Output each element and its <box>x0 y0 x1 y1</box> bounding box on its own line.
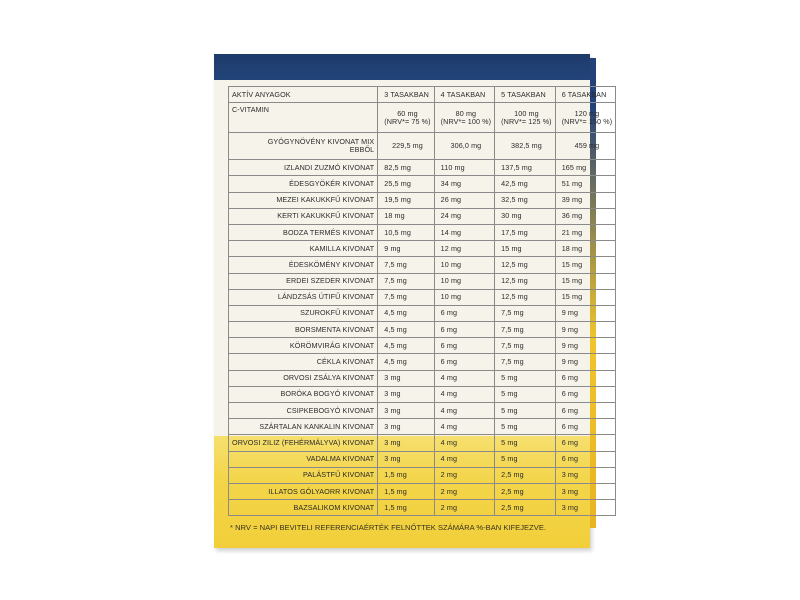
ingredient-amount: 5 mg <box>495 451 556 467</box>
ingredient-amount: 7,5 mg <box>378 273 434 289</box>
ingredient-amount: 25,5 mg <box>378 176 434 192</box>
ingredient-amount: 4,5 mg <box>378 322 434 338</box>
ingredient-amount: 2,5 mg <box>495 500 556 516</box>
ingredient-amount: 2 mg <box>434 500 495 516</box>
ingredient-amount: 26 mg <box>434 192 495 208</box>
table-row <box>229 435 616 451</box>
ingredient-name: KAMILLA KIVONAT <box>229 241 378 257</box>
ingredient-name: KERTI KAKUKKFŰ KIVONAT <box>229 208 378 224</box>
ingredient-amount: 17,5 mg <box>495 224 556 240</box>
ingredient-amount: 24 mg <box>434 208 495 224</box>
vitamin-c-value: 80 mg (NRV*= 100 %) <box>434 103 495 133</box>
vitamin-c-row <box>229 103 616 133</box>
herb-mix-row <box>229 133 616 160</box>
ingredient-amount: 15 mg <box>555 257 616 273</box>
ingredient-amount: 10 mg <box>434 257 495 273</box>
ingredient-amount: 1,5 mg <box>378 467 434 483</box>
vitamin-c-value: 60 mg (NRV*= 75 %) <box>378 103 434 133</box>
ingredient-amount: 4 mg <box>434 403 495 419</box>
herb-mix-name: GYÓGYNÖVÉNY KIVONAT MIX EBBŐL <box>229 133 378 160</box>
ingredient-amount: 5 mg <box>495 403 556 419</box>
ingredient-name: VADALMA KIVONAT <box>229 451 378 467</box>
ingredient-amount: 5 mg <box>495 370 556 386</box>
ingredient-name: ERDEI SZEDER KIVONAT <box>229 273 378 289</box>
ingredient-amount: 12 mg <box>434 241 495 257</box>
ingredient-amount: 14 mg <box>434 224 495 240</box>
ingredient-amount: 5 mg <box>495 435 556 451</box>
ingredient-amount: 30 mg <box>495 208 556 224</box>
ingredient-amount: 19,5 mg <box>378 192 434 208</box>
table-row <box>229 483 616 499</box>
ingredient-name: CSIPKEBOGYÓ KIVONAT <box>229 403 378 419</box>
ingredient-amount: 42,5 mg <box>495 176 556 192</box>
ingredient-amount: 7,5 mg <box>378 289 434 305</box>
header-col-3: 3 TASAKBAN <box>378 87 434 103</box>
table-row <box>229 354 616 370</box>
table-row <box>229 208 616 224</box>
ingredient-amount: 1,5 mg <box>378 483 434 499</box>
table-row <box>229 419 616 435</box>
ingredient-amount: 4,5 mg <box>378 305 434 321</box>
ingredient-amount: 1,5 mg <box>378 500 434 516</box>
ingredient-amount: 6 mg <box>555 386 616 402</box>
table-row <box>229 224 616 240</box>
ingredient-amount: 10,5 mg <box>378 224 434 240</box>
ingredient-amount: 6 mg <box>434 305 495 321</box>
ingredient-amount: 15 mg <box>495 241 556 257</box>
ingredient-name: ORVOSI ZSÁLYA KIVONAT <box>229 370 378 386</box>
ingredient-amount: 3 mg <box>378 435 434 451</box>
ingredient-amount: 32,5 mg <box>495 192 556 208</box>
ingredient-amount: 3 mg <box>555 467 616 483</box>
ingredient-name: IZLANDI ZUZMÓ KIVONAT <box>229 160 378 176</box>
ingredient-name: SZÁRTALAN KANKALIN KIVONAT <box>229 419 378 435</box>
herb-mix-value: 382,5 mg <box>495 133 556 160</box>
ingredient-amount: 36 mg <box>555 208 616 224</box>
header-col-5: 5 TASAKBAN <box>495 87 556 103</box>
ingredient-name: BORÓKA BOGYÓ KIVONAT <box>229 386 378 402</box>
ingredient-amount: 12,5 mg <box>495 257 556 273</box>
ingredient-amount: 3 mg <box>555 483 616 499</box>
ingredient-amount: 7,5 mg <box>495 354 556 370</box>
ingredient-amount: 7,5 mg <box>378 257 434 273</box>
ingredient-amount: 2 mg <box>434 467 495 483</box>
ingredient-amount: 4,5 mg <box>378 354 434 370</box>
ingredient-amount: 15 mg <box>555 273 616 289</box>
header-col-6: 6 TASAKBAN <box>555 87 616 103</box>
ingredient-name: BODZA TERMÉS KIVONAT <box>229 224 378 240</box>
table-row <box>229 273 616 289</box>
ingredient-amount: 15 mg <box>555 289 616 305</box>
ingredient-amount: 4 mg <box>434 451 495 467</box>
ingredient-amount: 82,5 mg <box>378 160 434 176</box>
table-row <box>229 451 616 467</box>
ingredient-name: LÁNDZSÁS ÚTIFŰ KIVONAT <box>229 289 378 305</box>
ingredient-amount: 7,5 mg <box>495 322 556 338</box>
ingredient-amount: 18 mg <box>378 208 434 224</box>
ingredient-amount: 9 mg <box>555 338 616 354</box>
ingredient-amount: 137,5 mg <box>495 160 556 176</box>
ingredient-amount: 5 mg <box>495 386 556 402</box>
ingredient-name: KÖRÖMVIRÁG KIVONAT <box>229 338 378 354</box>
ingredient-amount: 6 mg <box>555 370 616 386</box>
ingredient-amount: 7,5 mg <box>495 338 556 354</box>
table-row <box>229 500 616 516</box>
header-col-4: 4 TASAKBAN <box>434 87 495 103</box>
herb-mix-value: 459 mg <box>555 133 616 160</box>
table-row <box>229 305 616 321</box>
ingredient-amount: 3 mg <box>378 451 434 467</box>
ingredient-amount: 6 mg <box>555 403 616 419</box>
ingredient-amount: 2,5 mg <box>495 467 556 483</box>
ingredient-amount: 6 mg <box>555 435 616 451</box>
ingredient-name: ÉDESKÖMÉNY KIVONAT <box>229 257 378 273</box>
ingredient-amount: 3 mg <box>378 419 434 435</box>
ingredient-amount: 4 mg <box>434 370 495 386</box>
vitamin-c-value: 120 mg (NRV*= 150 %) <box>555 103 616 133</box>
ingredient-amount: 7,5 mg <box>495 305 556 321</box>
ingredient-name: CÉKLA KIVONAT <box>229 354 378 370</box>
ingredient-amount: 9 mg <box>555 305 616 321</box>
ingredient-amount: 165 mg <box>555 160 616 176</box>
table-row <box>229 338 616 354</box>
ingredient-amount: 12,5 mg <box>495 289 556 305</box>
ingredient-amount: 4 mg <box>434 419 495 435</box>
ingredient-amount: 6 mg <box>434 354 495 370</box>
ingredient-name: ILLATOS GÓLYAORR KIVONAT <box>229 483 378 499</box>
table-row <box>229 403 616 419</box>
ingredient-amount: 5 mg <box>495 419 556 435</box>
ingredient-name: PALÁSTFŰ KIVONAT <box>229 467 378 483</box>
table-row <box>229 386 616 402</box>
vitamin-c-value: 100 mg (NRV*= 125 %) <box>495 103 556 133</box>
ingredient-amount: 6 mg <box>434 338 495 354</box>
ingredient-amount: 6 mg <box>555 419 616 435</box>
ingredient-name: ORVOSI ZILIZ (FEHÉRMÁLYVA) KIVONAT <box>229 435 378 451</box>
table-row <box>229 160 616 176</box>
ingredient-amount: 12,5 mg <box>495 273 556 289</box>
ingredient-name: SZUROKFŰ KIVONAT <box>229 305 378 321</box>
ingredient-name: ÉDESGYÖKÉR KIVONAT <box>229 176 378 192</box>
herb-mix-value: 229,5 mg <box>378 133 434 160</box>
ingredient-amount: 9 mg <box>555 354 616 370</box>
table-row <box>229 192 616 208</box>
ingredient-amount: 3 mg <box>378 370 434 386</box>
ingredient-amount: 9 mg <box>378 241 434 257</box>
table-row <box>229 370 616 386</box>
ingredient-amount: 4,5 mg <box>378 338 434 354</box>
table-row <box>229 257 616 273</box>
herb-mix-value: 306,0 mg <box>434 133 495 160</box>
extract-rows <box>229 160 616 516</box>
table-row <box>229 176 616 192</box>
ingredient-amount: 6 mg <box>434 322 495 338</box>
ingredient-amount: 4 mg <box>434 386 495 402</box>
table-row <box>229 322 616 338</box>
ingredient-amount: 34 mg <box>434 176 495 192</box>
table-row <box>229 467 616 483</box>
ingredient-amount: 39 mg <box>555 192 616 208</box>
ingredients-table <box>228 86 616 516</box>
ingredient-name: BAZSALIKOM KIVONAT <box>229 500 378 516</box>
ingredient-amount: 18 mg <box>555 241 616 257</box>
nrv-footnote: * NRV = NAPI BEVITELI REFERENCIAÉRTÉK FELNŐTTEK SZÁMÁRA %-BAN KIFEJEZVE. <box>230 523 546 532</box>
ingredient-name: BORSMENTA KIVONAT <box>229 322 378 338</box>
vitamin-c-name: C-VITAMIN <box>229 103 378 133</box>
ingredient-amount: 3 mg <box>555 500 616 516</box>
ingredient-amount: 110 mg <box>434 160 495 176</box>
ingredient-amount: 9 mg <box>555 322 616 338</box>
ingredient-amount: 2 mg <box>434 483 495 499</box>
table-row <box>229 289 616 305</box>
ingredient-amount: 4 mg <box>434 435 495 451</box>
header-ingredients: AKTÍV ANYAGOK <box>229 87 378 103</box>
table-header-row <box>229 87 616 103</box>
ingredient-name: MEZEI KAKUKKFŰ KIVONAT <box>229 192 378 208</box>
box-blue-band <box>214 54 590 80</box>
ingredient-amount: 3 mg <box>378 386 434 402</box>
ingredient-amount: 21 mg <box>555 224 616 240</box>
table-row <box>229 241 616 257</box>
ingredient-amount: 10 mg <box>434 289 495 305</box>
ingredient-amount: 3 mg <box>378 403 434 419</box>
ingredient-amount: 51 mg <box>555 176 616 192</box>
ingredient-amount: 2,5 mg <box>495 483 556 499</box>
ingredient-amount: 6 mg <box>555 451 616 467</box>
ingredient-amount: 10 mg <box>434 273 495 289</box>
